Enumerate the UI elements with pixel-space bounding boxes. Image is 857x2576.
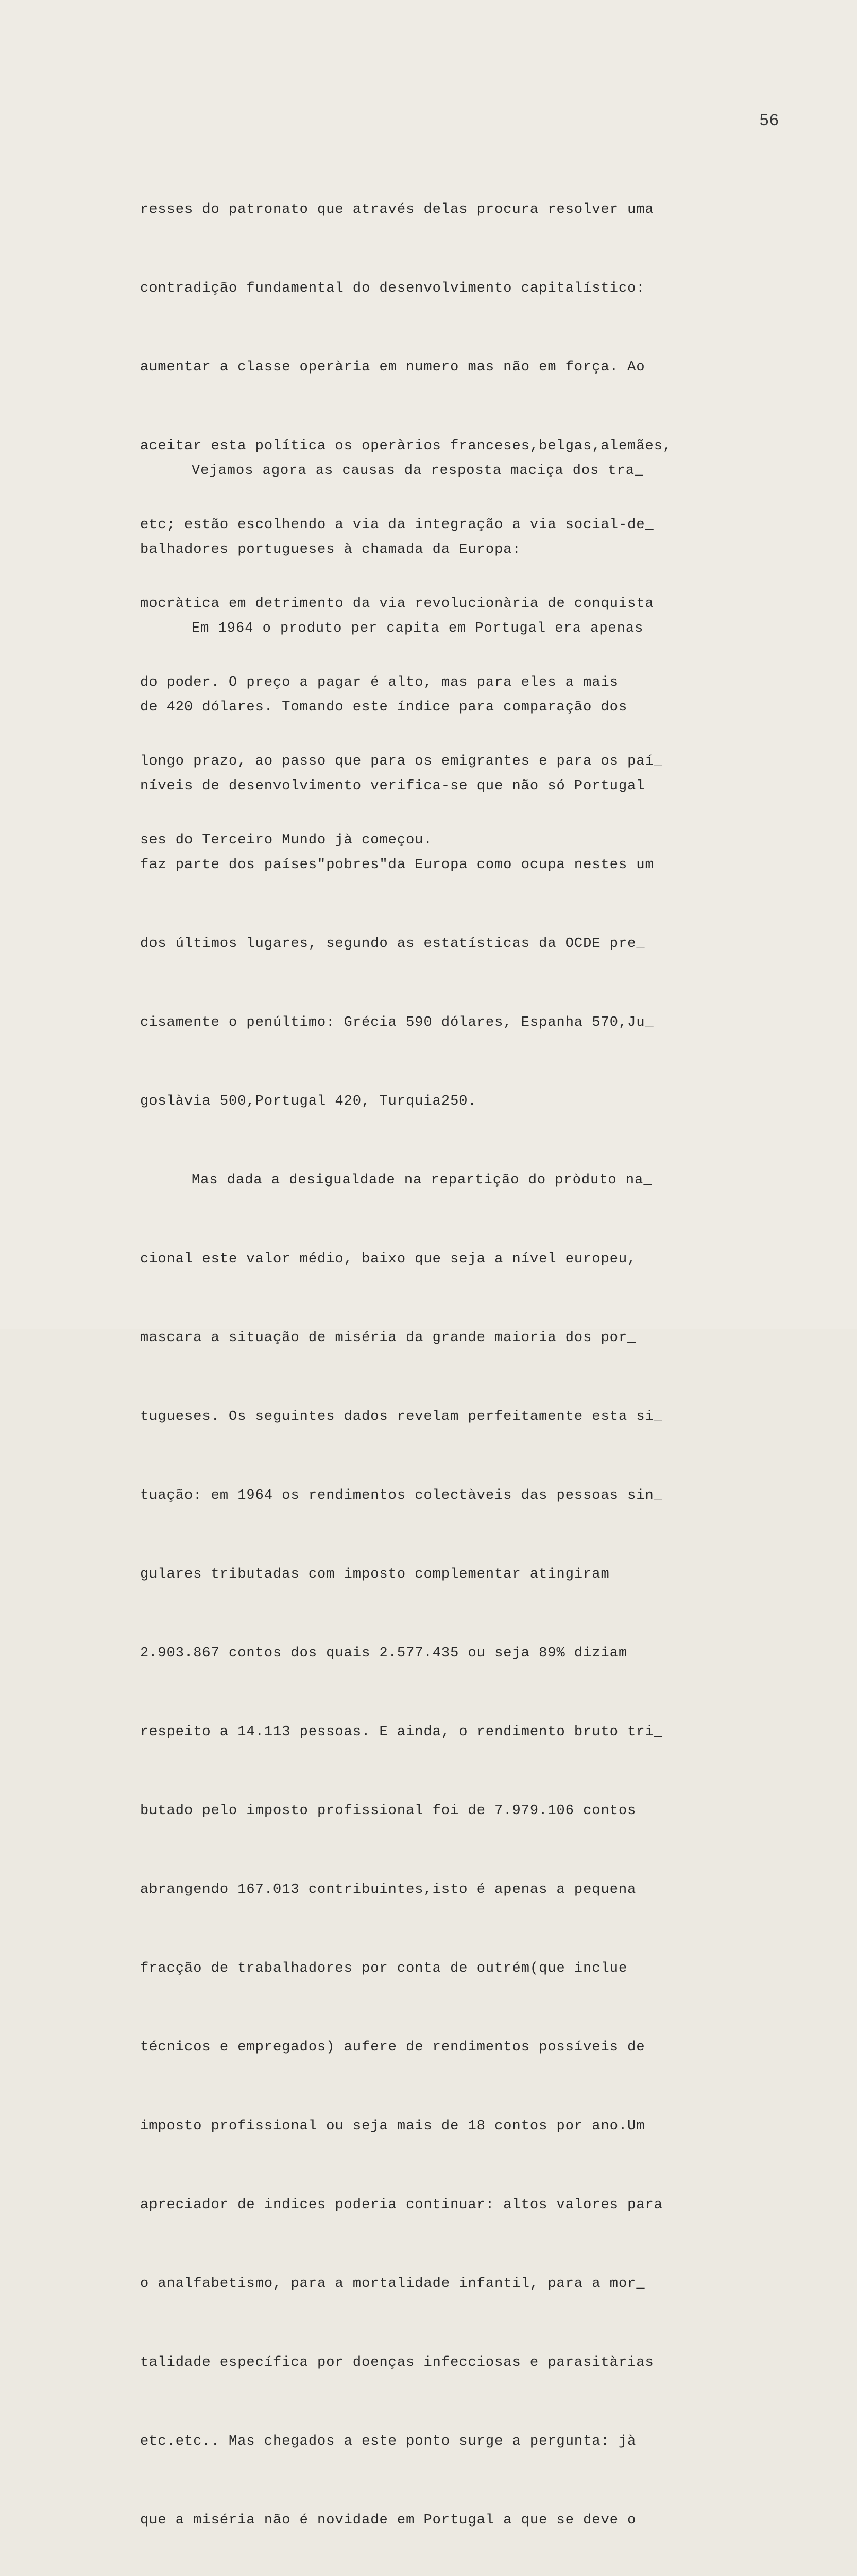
text-line: etc; estão escolhendo a via da integração a via social-de_ xyxy=(140,517,654,533)
text-line: butado pelo imposto profissional foi de 7.979.106 contos xyxy=(140,1803,637,1819)
text-line: imposto profissional ou seja mais de 18 contos por ano.Um xyxy=(140,2119,645,2134)
text-line: Mas dada a desigualdade na repartição do pròduto na_ xyxy=(192,1173,653,1188)
text-line: longo prazo, ao passo que para os emigrantes e para os paí_ xyxy=(140,754,663,769)
text-line: que a miséria não é novidade em Portugal a que se deve o xyxy=(140,2513,637,2528)
text-line: tuação: em 1964 os rendimentos colectàveis das pessoas sin_ xyxy=(140,1488,663,1503)
text-line: gulares tributadas com imposto complementar atingiram xyxy=(140,1567,610,1582)
text-line: balhadores portugueses à chamada da Europa: xyxy=(140,542,521,557)
text-line: fracção de trabalhadores por conta de outrém(que inclue xyxy=(140,1961,628,1976)
text-line: Em 1964 o produto per capita em Portugal era apenas xyxy=(192,621,644,636)
text-line: tugueses. Os seguintes dados revelam perfeitamente esta si_ xyxy=(140,1409,663,1425)
text-line: mocràtica em detrimento da via revolucionària de conquista xyxy=(140,596,654,612)
text-line: Vejamos agora as causas da resposta maciça dos tra_ xyxy=(192,463,644,479)
text-line: técnicos e empregados) aufere de rendimentos possíveis de xyxy=(140,2040,645,2055)
text-line: talidade específica por doenças infecciosas e parasitàrias xyxy=(140,2355,654,2370)
text-line: contradição fundamental do desenvolvimento capitalístico: xyxy=(140,281,645,296)
text-line: respeito a 14.113 pessoas. E ainda, o rendimento bruto tri_ xyxy=(140,1724,663,1740)
text-line: mascara a situação de miséria da grande maioria dos por_ xyxy=(140,1330,637,1346)
text-line: do poder. O preço a pagar é alto, mas para eles a mais xyxy=(140,675,619,690)
text-line: dos últimos lugares, segundo as estatísticas da OCDE pre_ xyxy=(140,936,645,952)
text-line: resses do patronato que através delas procura resolver uma xyxy=(140,202,654,217)
text-line: o analfabetismo, para a mortalidade infantil, para a mor_ xyxy=(140,2276,645,2292)
text-line: faz parte dos países"pobres"da Europa como ocupa nestes um xyxy=(140,857,654,873)
text-line: abrangendo 167.013 contribuintes,isto é apenas a pequena xyxy=(140,1882,637,1897)
text-line: apreciador de indices poderia continuar: altos valores para xyxy=(140,2197,663,2213)
text-line: níveis de desenvolvimento verifica-se que não só Portugal xyxy=(140,778,645,794)
text-line: aceitar esta política os operàrios franceses,belgas,alemães, xyxy=(140,438,672,454)
paragraph-2 xyxy=(140,405,774,2576)
text-line: cional este valor médio, baixo que seja a nível europeu, xyxy=(140,1251,637,1267)
page-number: 56 xyxy=(759,111,779,130)
text-line: goslàvia 500,Portugal 420, Turquia250. xyxy=(140,1094,477,1109)
text-line: 2.903.867 contos dos quais 2.577.435 ou seja 89% diziam xyxy=(140,1646,628,1661)
text-line: de 420 dólares. Tomando este índice para comparação dos xyxy=(140,700,628,715)
text-line: etc.etc.. Mas chegados a este ponto surge a pergunta: jà xyxy=(140,2434,637,2449)
text-line: cisamente o penúltimo: Grécia 590 dólares, Espanha 570,Ju_ xyxy=(140,1015,654,1030)
text-line: aumentar a classe operària em numero mas não em força. Ao xyxy=(140,360,645,375)
text-line: ses do Terceiro Mundo jà começou. xyxy=(140,833,433,848)
